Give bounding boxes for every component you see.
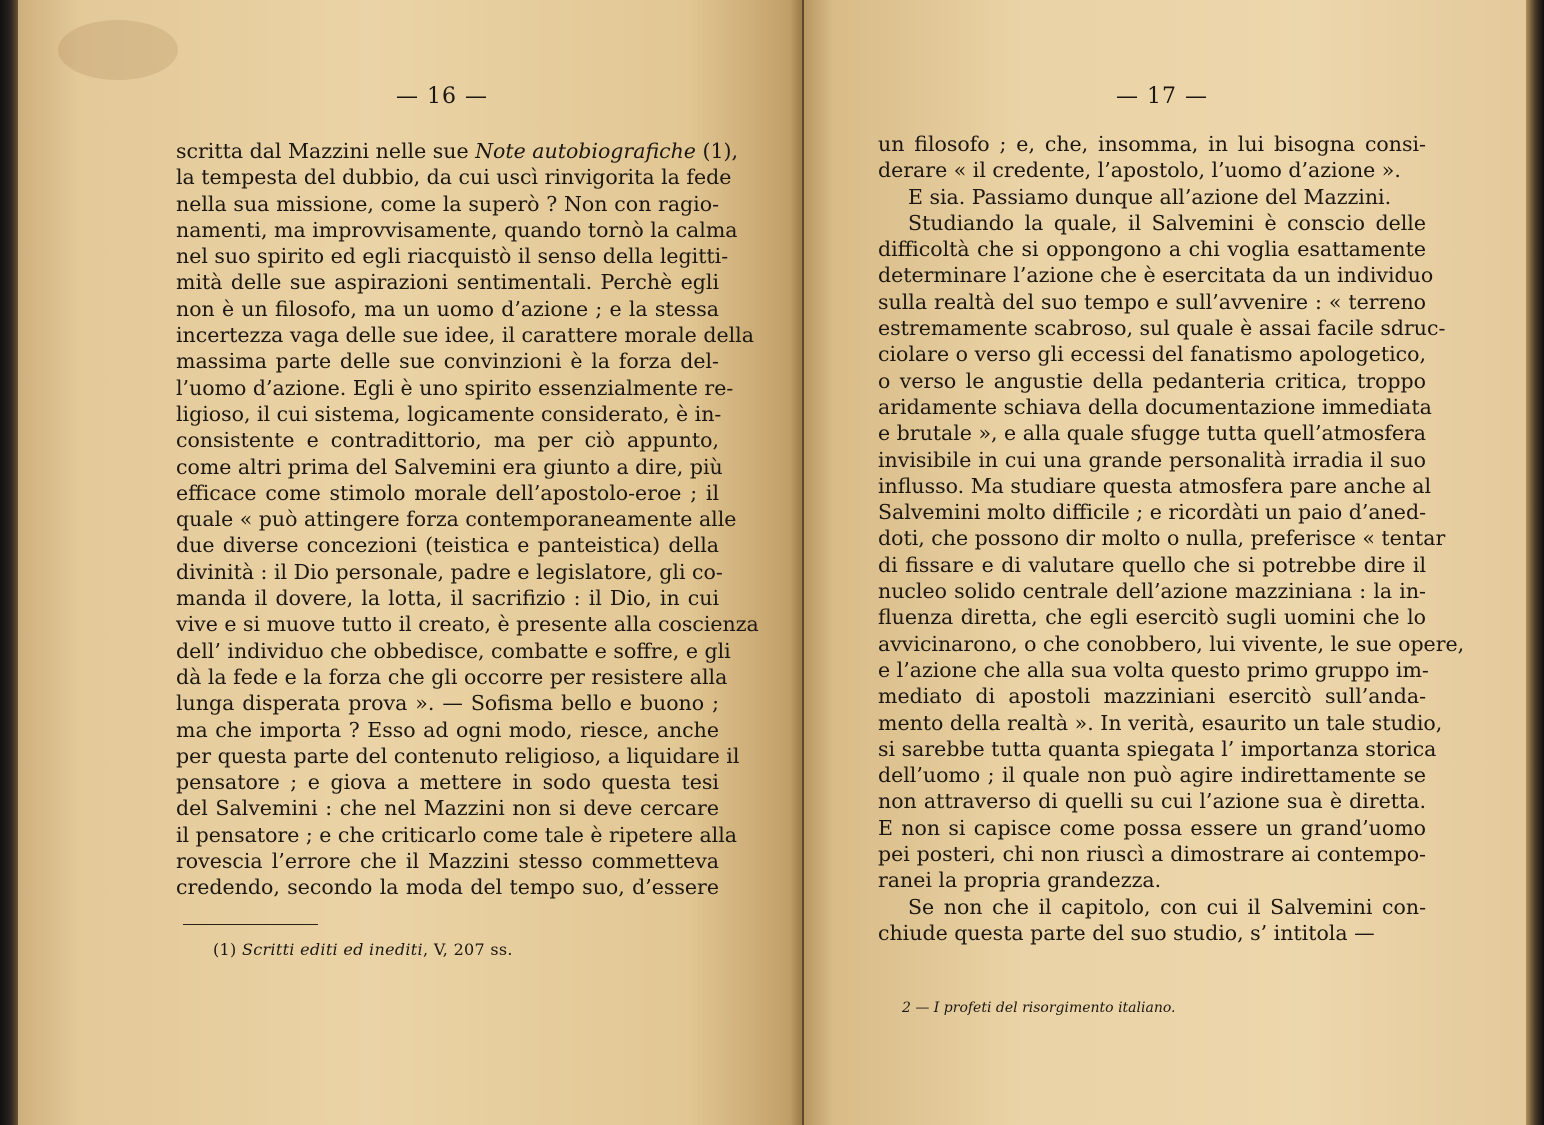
- text-line: o verso le angustie della pedanteria critica, troppo: [878, 368, 1426, 393]
- text-line: mità delle sue aspirazioni sentimentali. Perchè egli: [176, 270, 719, 295]
- text-line: influsso. Ma studiare questa atmosfera pare anche al: [878, 473, 1432, 498]
- text-line: scritta dal Mazzini nelle sue Note autobiografiche (1),: [176, 139, 739, 163]
- book-cover-edge-left: [0, 0, 18, 1125]
- text-line: efficace come stimolo morale dell’apostolo-eroe ; il: [176, 480, 719, 505]
- left-page-body: [176, 138, 759, 901]
- text-line: chiude questa parte del suo studio, s’ intitola —: [878, 920, 1375, 945]
- text-line: il pensatore ; e che criticarlo come tale è ripetere alla: [176, 822, 738, 847]
- text-line: ma che importa ? Esso ad ogni modo, riesce, anche: [176, 717, 719, 742]
- text-line: aridamente schiava della documentazione immediata: [878, 394, 1432, 419]
- footnote-rule: [183, 924, 318, 925]
- text-line: non attraverso di quelli su cui l’azione sua è diretta.: [878, 789, 1426, 814]
- text-line: sulla realtà del suo tempo e sull’avvenire : « terreno: [878, 289, 1426, 314]
- text-line: fluenza diretta, che egli esercitò sugli uomini che lo: [878, 605, 1426, 630]
- text-line: nucleo solido centrale dell’azione mazziniana : la in-: [878, 579, 1426, 604]
- right-page-body: [878, 131, 1465, 946]
- text-line: non è un filosofo, ma un uomo d’azione ; e la stessa: [176, 296, 719, 321]
- text-line: divinità : il Dio personale, padre e legislatore, gli co-: [176, 559, 723, 584]
- page-number-left: — 16 —: [396, 84, 488, 109]
- text-line: la tempesta del dubbio, da cui uscì rinvigorita la fede: [176, 165, 732, 190]
- text-line: ranei la propria grandezza.: [878, 868, 1162, 893]
- text-line: estremamente scabroso, sul quale è assai facile sdruc-: [878, 316, 1446, 341]
- text-line: e brutale », e alla quale sfugge tutta quell’atmosfera: [878, 421, 1426, 446]
- text-line: difficoltà che si oppongono a chi voglia esattamente: [878, 237, 1426, 262]
- footnote-text: (1) Scritti editi ed inediti, V, 207 ss.: [213, 940, 513, 959]
- text-line: determinare l’azione che è esercitata da un individuo: [878, 263, 1434, 288]
- text-line: del Salvemini : che nel Mazzini non si deve cercare: [176, 796, 719, 821]
- text-line: ciolare o verso gli eccessi del fanatismo apologetico,: [878, 342, 1426, 367]
- text-line: dell’ individuo che obbedisce, combatte e soffre, e gli: [176, 638, 731, 663]
- text-line: derare « il credente, l’apostolo, l’uomo d’azione ».: [878, 158, 1401, 183]
- text-line: Se non che il capitolo, con cui il Salvemini con-: [908, 894, 1426, 919]
- right-page: [804, 0, 1526, 1125]
- text-line: E non si capisce come possa essere un grand’uomo: [878, 815, 1426, 840]
- text-line: nella sua missione, come la superò ? Non con ragio-: [176, 191, 719, 216]
- text-line: due diverse concezioni (teistica e panteistica) della: [176, 533, 719, 558]
- text-line: mediato di apostoli mazziniani esercitò sull’anda-: [878, 684, 1426, 709]
- text-line: consistente e contradittorio, ma per ciò appunto,: [176, 428, 719, 453]
- text-line: quale « può attingere forza contemporaneamente alle: [176, 507, 737, 532]
- text-line: doti, che possono dir molto o nulla, preferisce « tentar: [878, 526, 1446, 551]
- text-line: ligioso, il cui sistema, logicamente considerato, è in-: [176, 401, 722, 426]
- text-line: incertezza vaga delle sue idee, il carattere morale della: [176, 323, 754, 348]
- text-line: e l’azione che alla sua volta questo primo gruppo im-: [878, 657, 1429, 682]
- left-page: [18, 0, 804, 1125]
- text-line: l’uomo d’azione. Egli è uno spirito essenzialmente re-: [176, 375, 734, 400]
- text-line: nel suo spirito ed egli riacquistò il senso della legitti-: [176, 244, 729, 269]
- text-line: vive e si muove tutto il creato, è presente alla coscienza: [176, 612, 759, 637]
- text-line: dell’uomo ; il quale non può agire indirettamente se: [878, 763, 1426, 788]
- text-line: massima parte delle sue convinzioni è la forza del-: [176, 349, 719, 374]
- text-line: rovescia l’errore che il Mazzini stesso commetteva: [176, 849, 719, 874]
- text-line: dà la fede e la forza che gli occorre per resistere alla: [176, 664, 728, 689]
- text-line: manda il dovere, la lotta, il sacrifizio : il Dio, in cui: [176, 586, 719, 611]
- text-line: pensatore ; e giova a mettere in sodo questa tesi: [176, 770, 719, 795]
- text-line: come altri prima del Salvemini era giunto a dire, più: [176, 454, 723, 479]
- text-line: invisibile in cui una grande personalità irradia il suo: [878, 447, 1426, 472]
- text-line: avvicinarono, o che conobbero, lui vivente, le sue opere,: [878, 631, 1465, 656]
- text-line: credendo, secondo la moda del tempo suo, d’essere: [176, 875, 719, 900]
- paper-stain: [58, 20, 178, 80]
- text-line: mento della realtà ». In verità, esaurito un tale studio,: [878, 710, 1443, 735]
- text-line: lunga disperata prova ». — Sofisma bello e buono ;: [176, 691, 719, 716]
- text-line: E sia. Passiamo dunque all’azione del Mazzini.: [908, 184, 1392, 209]
- text-line: pei posteri, chi non riuscì a dimostrare ai contempo-: [878, 842, 1426, 867]
- text-line: per questa parte del contenuto religioso, a liquidare il: [176, 743, 740, 768]
- book-cover-edge-right: [1526, 0, 1544, 1125]
- text-line: namenti, ma improvvisamente, quando tornò la calma: [176, 217, 738, 242]
- page-number-right: — 17 —: [1116, 84, 1208, 109]
- text-line: Studiando la quale, il Salvemini è conscio delle: [908, 210, 1426, 235]
- text-line: un filosofo ; e, che, insomma, in lui bisogna consi-: [878, 132, 1426, 156]
- signature-mark: 2 — I profeti del risorgimento italiano.: [902, 1000, 1176, 1016]
- text-line: Salvemini molto difficile ; e ricordàti un paio d’aned-: [878, 500, 1426, 525]
- footnote: [213, 940, 513, 959]
- text-line: si sarebbe tutta quanta spiegata l’ importanza storica: [878, 736, 1437, 761]
- text-line: di fissare e di valutare quello che si potrebbe dire il: [878, 552, 1426, 577]
